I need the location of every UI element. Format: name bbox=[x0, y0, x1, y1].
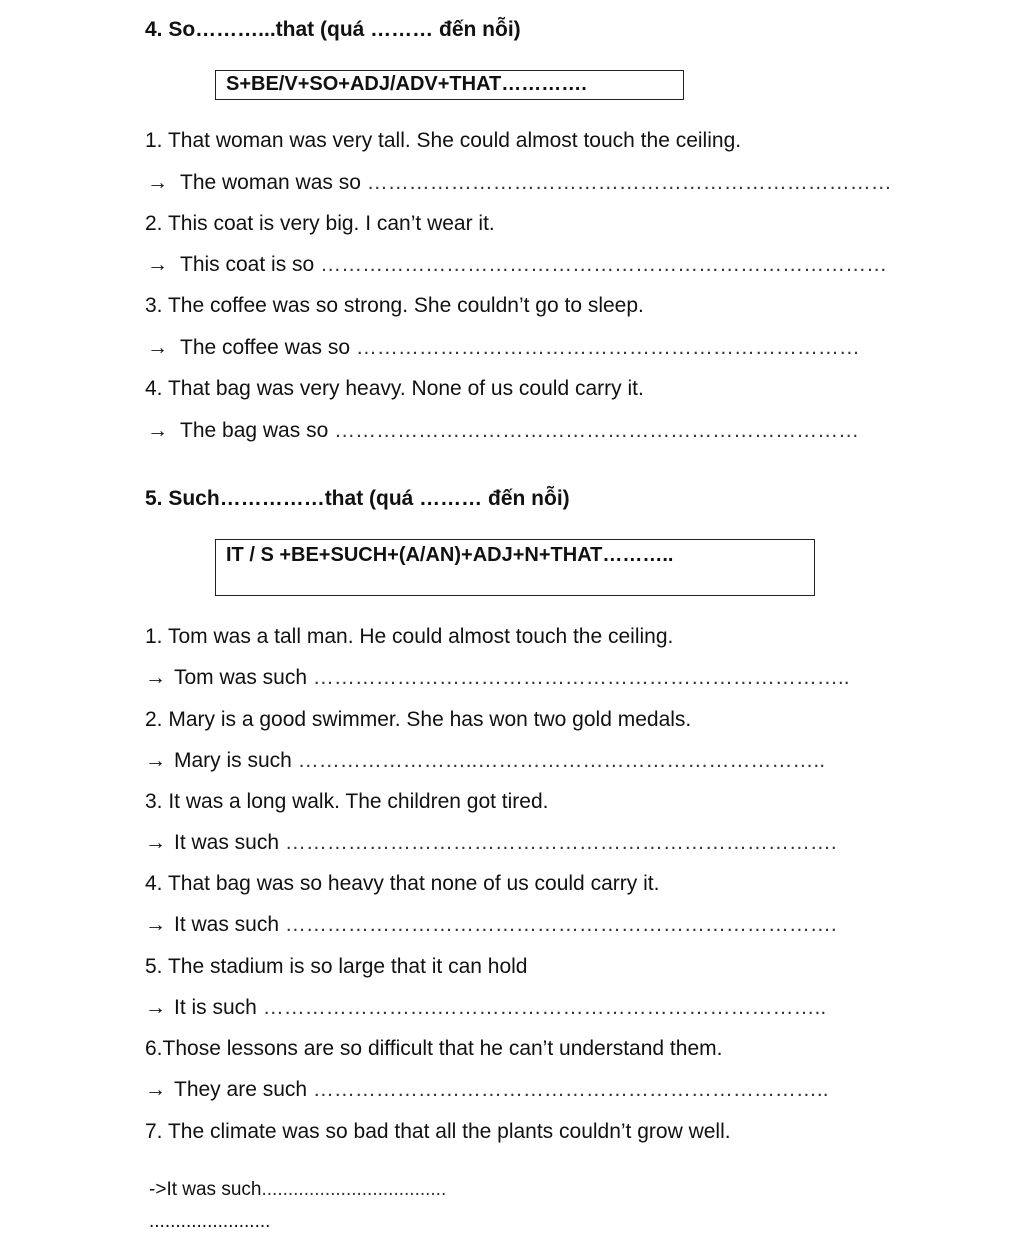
s5-answer-blank-5[interactable]: …………………….……………………………………………….. bbox=[262, 996, 827, 1019]
s5-answer-blank-7[interactable]: ................................... bbox=[261, 1179, 447, 1200]
arrow-icon: → bbox=[145, 913, 166, 936]
s5-question-7: 7. The climate was so bad that all the plants couldn’t grow well. bbox=[145, 1120, 731, 1143]
s5-question-5: 5. The stadium is so large that it can hold bbox=[145, 955, 528, 978]
s4-answer-line-4 bbox=[147, 420, 859, 441]
s4-question-1: 1. That woman was very tall. She could almost touch the ceiling. bbox=[145, 129, 742, 152]
arrow-icon: → bbox=[145, 666, 166, 689]
arrow-icon: → bbox=[147, 336, 168, 359]
s4-answer-line-1 bbox=[147, 172, 892, 193]
s4-answer-prompt-4: The bag was so bbox=[180, 419, 329, 442]
s4-answer-blank-2[interactable]: ……………………………………………………………………… bbox=[320, 253, 888, 276]
s4-answer-blank-4[interactable]: ………………………………………………………………… bbox=[334, 419, 860, 442]
s4-answer-prompt-2: This coat is so bbox=[180, 253, 315, 276]
section4-heading: 4. So………...that (quá ……… đến nỗi) bbox=[145, 18, 521, 41]
s4-answer-line-3 bbox=[147, 337, 860, 358]
s5-answer-continuation-7[interactable]: ....................... bbox=[149, 1211, 271, 1232]
s5-question-6: 6.Those lessons are so difficult that he can’t understand them. bbox=[145, 1037, 723, 1060]
s5-question-4: 4. That bag was so heavy that none of us could carry it. bbox=[145, 872, 660, 895]
arrow-icon: → bbox=[147, 419, 168, 442]
s5-answer-blank-1[interactable]: ………………………………………………………………….. bbox=[312, 666, 850, 689]
s5-answer-blank-4[interactable]: ……………………………………………………………………. bbox=[284, 913, 837, 936]
arrow-icon: → bbox=[145, 996, 166, 1019]
s5-question-3: 3. It was a long walk. The children got tired. bbox=[145, 790, 549, 813]
s5-answer-line-5 bbox=[145, 997, 826, 1018]
arrow-icon: → bbox=[145, 749, 166, 772]
s4-answer-prompt-1: The woman was so bbox=[180, 171, 361, 194]
s5-answer-prompt-5: It is such bbox=[174, 996, 257, 1019]
s4-question-2: 2. This coat is very big. I can’t wear it. bbox=[145, 212, 495, 235]
s4-question-3: 3. The coffee was so strong. She couldn’t go to sleep. bbox=[145, 294, 644, 317]
s5-answer-line-6 bbox=[145, 1079, 829, 1100]
s5-answer-line-7 bbox=[149, 1180, 446, 1199]
s5-answer-prompt-3: It was such bbox=[174, 831, 280, 854]
s4-answer-blank-1[interactable]: ………………………………………………………………… bbox=[366, 171, 892, 194]
s4-answer-line-2 bbox=[147, 254, 887, 275]
s5-answer-line-4 bbox=[145, 914, 837, 935]
s5-answer-line-2 bbox=[145, 750, 825, 771]
s5-answer-arrow-7: -> bbox=[149, 1179, 167, 1200]
s5-answer-prompt-4: It was such bbox=[174, 913, 280, 936]
arrow-icon: → bbox=[147, 171, 168, 194]
s5-answer-prompt-7: It was such bbox=[166, 1179, 262, 1200]
s5-answer-blank-6[interactable]: ……………………………………………………………….. bbox=[312, 1078, 829, 1101]
s5-question-2: 2. Mary is a good swimmer. She has won two gold medals. bbox=[145, 708, 692, 731]
s5-answer-line-3 bbox=[145, 832, 837, 853]
s5-answer-prompt-1: Tom was such bbox=[174, 666, 308, 689]
arrow-icon: → bbox=[147, 253, 168, 276]
s5-answer-line-1 bbox=[145, 667, 850, 688]
s4-question-4: 4. That bag was very heavy. None of us could carry it. bbox=[145, 377, 644, 400]
s5-question-1: 1. Tom was a tall man. He could almost touch the ceiling. bbox=[145, 625, 674, 648]
section5-formula-box: IT / S +BE+SUCH+(A/AN)+ADJ+N+THAT……….. bbox=[215, 539, 815, 596]
arrow-icon: → bbox=[145, 1078, 166, 1101]
arrow-icon: → bbox=[145, 831, 166, 854]
s5-answer-blank-2[interactable]: ……………………..………………………………………….. bbox=[297, 749, 826, 772]
s5-answer-prompt-2: Mary is such bbox=[174, 749, 292, 772]
section5-heading: 5. Such……………that (quá ……… đến nỗi) bbox=[145, 487, 570, 510]
s4-answer-prompt-3: The coffee was so bbox=[180, 336, 351, 359]
s4-answer-blank-3[interactable]: ……………………………………………………………… bbox=[355, 336, 860, 359]
section4-formula-box: S+BE/V+SO+ADJ/ADV+THAT…………. bbox=[215, 70, 684, 100]
s5-answer-blank-3[interactable]: ……………………………………………………………………. bbox=[284, 831, 837, 854]
s5-answer-prompt-6: They are such bbox=[174, 1078, 308, 1101]
